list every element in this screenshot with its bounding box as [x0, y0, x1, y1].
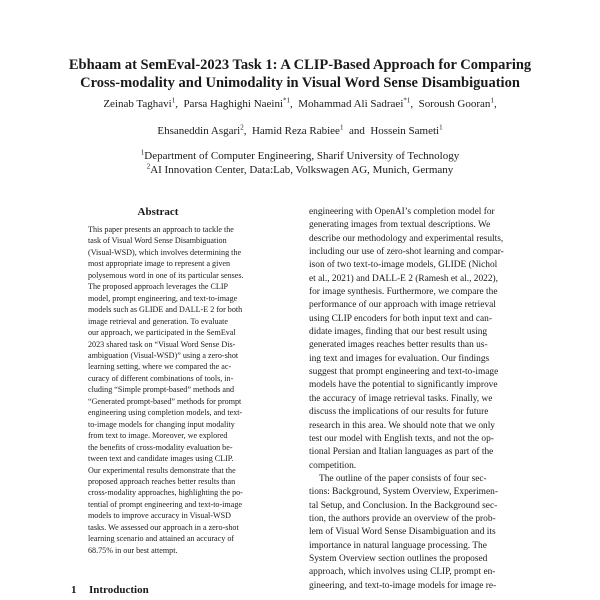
abstract-line: engineering using completion models, and text- — [88, 408, 243, 418]
author-joiner: and — [348, 125, 365, 137]
author-list-line-2: Ehsaneddin Asgari$^2$, Hamid Reza Rabiee$^1$ and Hossein Sameti$^1$ — [157, 123, 443, 137]
abstract-line: learning scenario and attained an accuracy of — [88, 534, 235, 544]
body-text-line: System Overview section outlines the proposed — [309, 553, 488, 564]
abstract-line: proposed approach reaches better results than — [88, 476, 236, 486]
abstract-line: curacy of different combinations of tools, in- — [88, 373, 234, 383]
abstract-line: models such as GLIDE and DALL-E 2 for both — [88, 305, 243, 315]
body-text-line: lem of Visual Word Sense Disambiguation and its — [309, 527, 496, 538]
author-mark: 1 — [439, 123, 443, 132]
section-heading — [71, 584, 149, 596]
body-text-line: test our model with English texts, and not the op- — [309, 433, 494, 444]
abstract-line: model, prompt engineering, and text-to-image — [88, 293, 238, 303]
author-mark: 1 — [171, 96, 176, 105]
body-text-line: approach, which involves using CLIP, prompt en- — [309, 567, 496, 578]
abstract-line: The proposed approach leverages the CLIP — [88, 282, 229, 292]
abstract-heading: Abstract — [137, 206, 179, 218]
body-text-line: competition. — [309, 460, 357, 471]
abstract-line: task of Visual Word Sense Disambiguation — [88, 236, 227, 246]
abstract-line: 2023 shared task on “Visual Word Sense Dis- — [88, 339, 236, 349]
body-text-line: gineering, and text-to-image models for image re- — [309, 580, 497, 591]
abstract-line: image retrieval and generation. To evaluate — [88, 316, 228, 326]
author-mark: 2 — [240, 123, 244, 132]
body-text-line: using CLIP encoders for both input text and can- — [309, 313, 492, 324]
body-text-line: performance of our approach with image retrieval — [309, 300, 496, 311]
abstract-line: the benefits of cross-modality evaluation be- — [88, 442, 233, 452]
abstract-line: “Generated prompt-based” methods for prompt — [88, 396, 242, 406]
body-text-line: generated images reaches better results than us- — [309, 340, 488, 351]
body-text-line: the accuracy of image retrieval tasks. Finally, we — [309, 393, 493, 404]
body-text-line: importance in natural language processing. The — [309, 540, 487, 551]
body-text-line: tal Setup, and Conclusion. In the Background sec- — [309, 500, 498, 511]
body-text-line: tions: Background, System Overview, Experimen- — [309, 487, 498, 498]
abstract-line: models to improve accuracy in Visual-WSD — [88, 511, 231, 521]
body-text-line: et al., 2021) and DALL-E 2 (Ramesh et al., 2022), — [309, 273, 499, 284]
affiliation-text: Department of Computer Engineering, Sharif University of Technology — [144, 150, 460, 162]
abstract-line: 68.75% in our best attempt. — [88, 545, 178, 555]
body-text-line: discuss the implications of our results for future — [309, 407, 489, 418]
affiliation-text: AI Innovation Center, Data:Lab, Volkswagen AG, Munich, Germany — [150, 164, 454, 176]
body-text-line: engineering with OpenAI’s completion model for — [309, 207, 495, 217]
body-text-line: models have the potential to significantly improve — [309, 380, 498, 391]
affiliation — [30, 163, 570, 177]
affiliation-mark: 2 — [146, 162, 151, 171]
author-name: Soroush Gooran — [418, 98, 491, 110]
author-name: Ehsaneddin Asgari — [157, 125, 241, 137]
body-text-line: The outline of the paper consists of four sec- — [319, 473, 487, 484]
abstract-line: learning setting, where we compared the ac- — [88, 362, 232, 372]
section-number: 1 — [71, 584, 77, 596]
author-name: Hamid Reza Rabiee — [251, 125, 340, 137]
abstract-line: polysemous word in one of its particular senses. — [88, 270, 244, 280]
body-text-line: describe our methodology and experimental results, — [309, 233, 504, 244]
body-text-line: suggest that prompt engineering and text-to-image — [309, 367, 499, 378]
author-mark: 1 — [490, 96, 494, 105]
author-mark: 1 — [339, 123, 344, 132]
author-list-line-1: Zeinab Taghavi$^1$, Parsa Haghighi Naeini$^{*1}$, Mohammad Ali Sadraei$^{*1}$, Soroush Gooran$^1$, — [103, 96, 497, 110]
abstract-line: tential of prompt engineering and text-to-image — [88, 499, 242, 509]
author-mark: *1 — [283, 96, 291, 105]
title-line: Cross-modality and Unimodality in Visual Word Sense Disambiguation — [80, 75, 520, 91]
abstract-line: (Visual-WSD), which involves determining the — [88, 247, 242, 257]
abstract-line: Our experimental results demonstrate that the — [88, 465, 236, 475]
section-title: Introduction — [89, 584, 149, 596]
abstract-line: from text to image. Moreover, we explored — [88, 431, 228, 441]
abstract-line: cluding “Simple prompt-based” methods and — [88, 385, 235, 395]
abstract-line: tasks. We assessed our approach in a zero-shot — [88, 522, 239, 532]
abstract-line: tween text and candidate images using CLIP. — [88, 454, 234, 464]
author-mark: *1 — [403, 96, 411, 105]
body-text-line: tion, the authors provide an overview of the prob- — [309, 513, 496, 524]
affiliation — [30, 149, 570, 163]
body-text-line: tional Persian and Italian languages as part of the — [309, 447, 494, 458]
abstract-body — [88, 224, 244, 556]
author-name: Hossein Sameti — [370, 125, 440, 137]
paper-title — [40, 56, 560, 92]
right-column-text — [309, 206, 549, 593]
body-text-line: ison of two text-to-image models, GLIDE (Nichol — [309, 260, 498, 271]
abstract-line: most appropriate image to represent a given — [88, 259, 231, 269]
body-text-line: research in this area. We should note that we only — [309, 420, 495, 431]
affiliation-mark: 1 — [140, 148, 145, 157]
author-name: Zeinab Taghavi — [103, 98, 172, 110]
abstract-line: to-image models for changing input modality — [88, 419, 235, 429]
author-name: Mohammad Ali Sadraei — [298, 98, 404, 110]
body-text-line: including our use of zero-shot learning and compar- — [309, 247, 504, 258]
abstract-line: ambiguation (Visual-WSD)” using a zero-shot — [88, 350, 239, 360]
abstract-line: cross-modality approaches, highlighting the po- — [88, 488, 243, 498]
author-name: Parsa Haghighi Naeini — [183, 98, 284, 110]
body-text-line: generating images from textual descriptions. We — [309, 220, 491, 231]
body-text-line: didate images, finding that our best result using — [309, 327, 488, 338]
abstract-line: our approach, we participated in the SemEval — [88, 328, 236, 338]
body-text-line: ing text and images for evaluation. Our findings — [309, 353, 490, 364]
body-text-line: for image synthesis. Furthermore, we compare the — [309, 287, 498, 298]
abstract-line: This paper presents an approach to tackle the — [88, 225, 234, 234]
title-line: Ebhaam at SemEval-2023 Task 1: A CLIP-Based Approach for Comparing — [68, 57, 532, 73]
